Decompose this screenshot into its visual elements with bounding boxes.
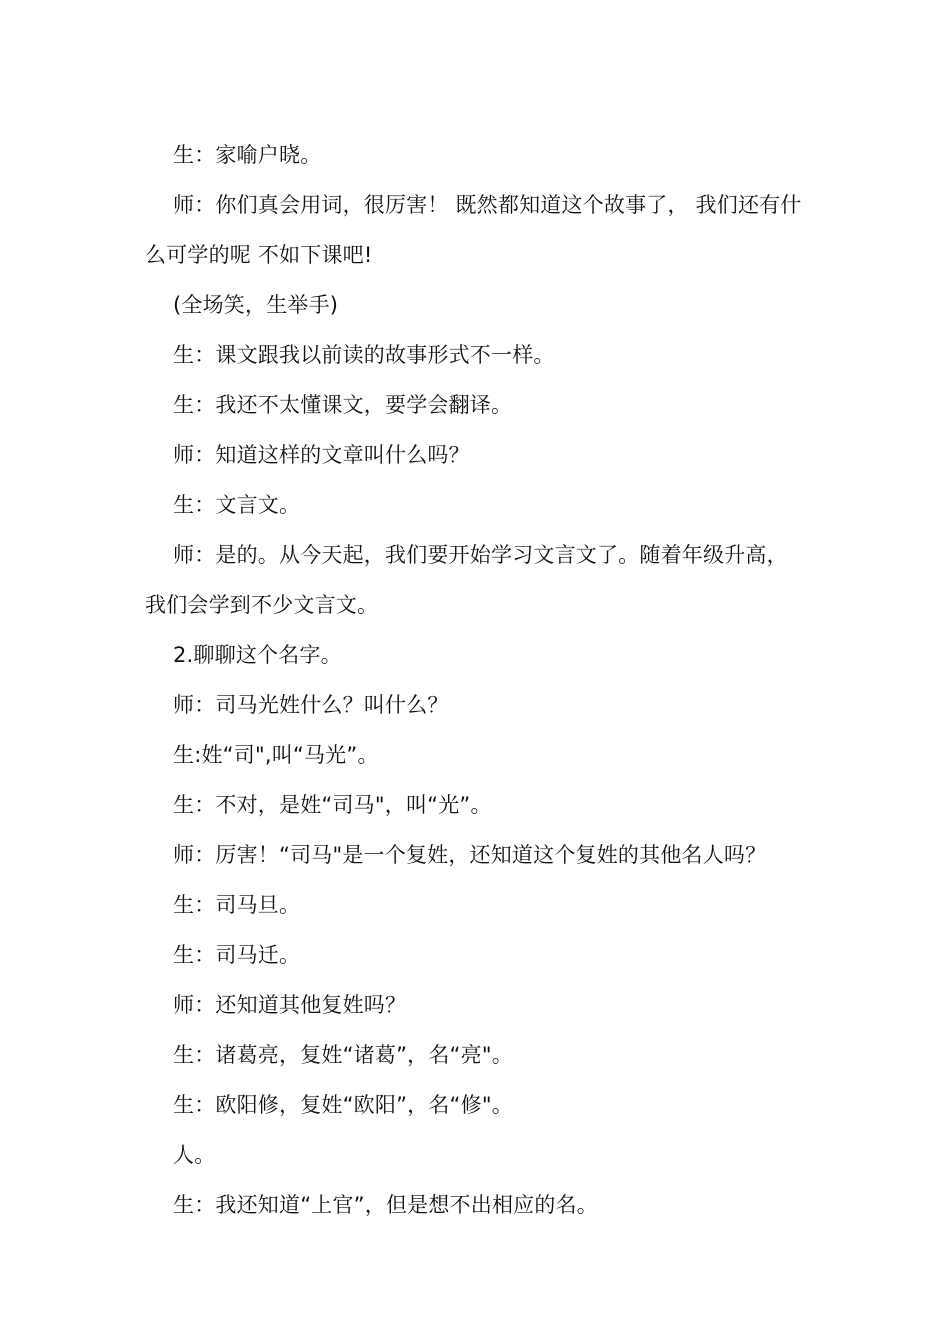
- paragraph-3: (全场笑，生举手): [173, 293, 339, 317]
- paragraph-16: 师：还知道其他复姓吗？: [173, 993, 407, 1017]
- paragraph-17: 生：诸葛亮，复姓“诸葛”，名“亮"。: [173, 1043, 513, 1067]
- paragraph-12: 生：不对，是姓“司马"，叫“光”。: [173, 793, 492, 817]
- paragraph-9: 2.聊聊这个名字。: [173, 643, 342, 667]
- paragraph-10: 师：司马光姓什么？叫什么？: [173, 693, 449, 717]
- paragraph-6: 师：知道这样的文章叫什么吗？: [173, 443, 470, 467]
- paragraph-7: 生：文言文。: [173, 493, 301, 517]
- paragraph-14: 生：司马旦。: [173, 893, 301, 917]
- paragraph-18: 生：欧阳修，复姓“欧阳”，名“修"。: [173, 1093, 513, 1117]
- paragraph-19: 人。: [173, 1143, 216, 1167]
- paragraph-11: 生:姓“司",叫“马光”。: [173, 743, 379, 767]
- paragraph-4: 生：课文跟我以前读的故事形式不一样。: [173, 343, 555, 367]
- paragraph-2: 师：你们真会用词，很厉害！ 既然都知道这个故事了， 我们还有什么可学的呢 不如下课吧!: [145, 193, 802, 267]
- paragraph-8: 师：是的。从今天起，我们要开始学习文言文了。随着年级升高，我们会学到不少文言文。: [145, 543, 788, 617]
- paragraph-13: 师：厉害！“司马"是一个复姓，还知道这个复姓的其他名人吗？: [173, 843, 767, 867]
- document-page: [145, 130, 807, 1230]
- paragraph-15: 生：司马迁。: [173, 943, 301, 967]
- paragraph-20: 生：我还知道“上官”，但是想不出相应的名。: [173, 1193, 598, 1217]
- paragraph-5: 生：我还不太懂课文，要学会翻译。: [173, 393, 513, 417]
- paragraph-1: 生：家喻户晓。: [173, 143, 322, 167]
